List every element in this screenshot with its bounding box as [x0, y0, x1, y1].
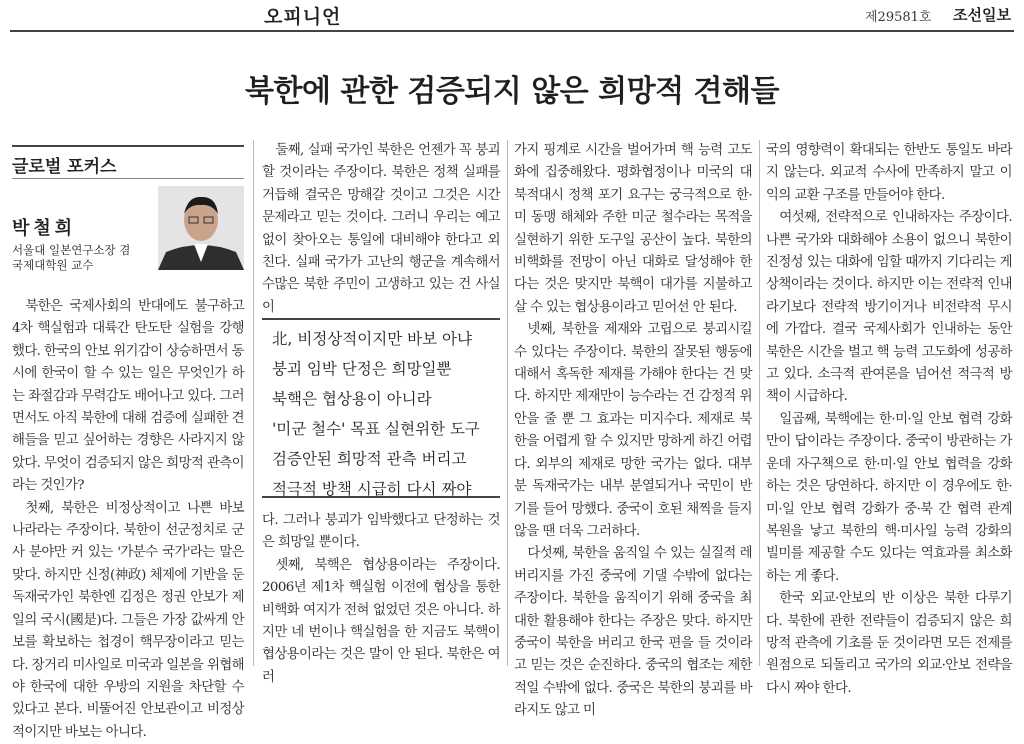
- paragraph: 북한은 국제사회의 반대에도 불구하고 4차 핵실험과 대륙간 탄도탄 실험을 강행했다. 한국의 안보 위기감이 상승하면서 동시에 한국이 할 수 있는 일은 무엇인가 하는 좌절감과 무력감도 배어나고 있다. 그러면서도 아직 북한에 대해 검증에 실패한 견해들을 믿고 싶어하는 경향은 사라지지 않았다. 무엇이 검증되지 않은 희망적 관측이라는 것인가?: [12, 299, 244, 494]
- pull-quote-line: 북핵은 협상용이 아니라: [272, 390, 432, 408]
- column-rule: [12, 145, 244, 147]
- article-column-4: [766, 140, 1012, 696]
- paragraph: 첫째, 북한은 비정상적이고 나쁜 바보 나라라는 주장이다. 북한이 선군정치로 군사 분야만 커 있는 '가분수 국가'라는 말은 맞다. 하지만 신정(神政) 체제에 기반을 둔 독재국가인 북한엔 김정은 정권 안보가 제일의 국시(國是)다. 그들은 가장 값싸게 안보를 확보하는 첩경이 핵무장이라고 믿는다. 장거리 미사일로 미국과 일본을 위협해야 한국에 대한 우방의 지원을 차단할 수 있다고 본다. 비뚤어진 안보관이고 비정상적이지만 바보는 아니다.: [12, 500, 244, 740]
- article-headline: 북한에 관한 검증되지 않은 희망적 견해들: [245, 74, 779, 109]
- pull-quote-line: 北, 비정상적이지만 바보 아냐: [272, 330, 472, 348]
- paragraph: 한국 외교·안보의 반 이상은 북한 다루기다. 북한에 관한 전략들이 검증되지 않은 희망적 관측에 기초를 둔 것이라면 모든 전제를 원점으로 되돌리고 국가의 외교·안보 전략을 다시 짜야 한다.: [766, 591, 1012, 696]
- paragraph: 셋째, 북핵은 협상용이라는 주장이다. 2006년 제1차 핵실험 이전에 협상을 통한 비핵화 여지가 전혀 없었던 것은 아니다. 하지만 네 번이나 핵실험을 한 지금도 북핵이 협상용이라는 것은 말이 안 된다. 북한은 여러: [262, 557, 500, 685]
- column-rule-thin: [12, 178, 244, 179]
- paragraph: 다. 그러나 붕괴가 임박했다고 단정하는 것은 희망일 뿐이다.: [262, 513, 500, 551]
- author-photo: [158, 186, 244, 270]
- page-header: [10, 0, 1014, 32]
- pull-quote-line: 적극적 방책 시급히 다시 짜야: [272, 480, 472, 498]
- author-name: 박철희: [12, 218, 77, 239]
- paragraph: 국의 영향력이 확대되는 한반도 통일도 바라지 않는다. 외교적 수사에 만족하지 말고 이익의 교환 구조를 만들어야 한다.: [766, 143, 1012, 203]
- column-name: 글로벌 포커스: [12, 157, 117, 177]
- author-affiliation: [12, 243, 130, 273]
- issue-number: 제29581호: [865, 10, 932, 25]
- pull-quote: [262, 318, 500, 498]
- paragraph: 일곱째, 북핵에는 한·미·일 안보 협력 강화만이 답이라는 주장이다. 중국이 방관하는 가운데 자구책으로 한·미·일 안보 협력을 강화하는 것은 당연하다. 하지만 이 경우에도 한·미·일 안보 협력 강화가 중·북 간 협력 관계 복원을 낳고 북한의 핵·미사일 능력 강화의 빌미를 제공할 수도 있다는 역효과를 최소화하는 게 좋다.: [766, 411, 1012, 584]
- section-title: 오피니언: [264, 6, 342, 28]
- article-column-2-bottom: [262, 510, 500, 685]
- paragraph: 다섯째, 북한을 움직일 수 있는 실질적 레버리지를 가진 중국에 기댈 수밖에 없다는 주장이다. 북한을 움직이기 위해 중국을 최대한 활용해야 한다는 주장은 맞다. 하지만 중국이 북한을 버리고 한국 편을 들 것이라고 믿는 것은 순진하다. 중국의 협조는 제한적일 수밖에 없다. 중국은 북한의 붕괴를 바라지도 않고 미: [514, 546, 752, 719]
- paragraph: 여섯째, 전략적으로 인내하자는 주장이다. 나쁜 국가와 대화해야 소용이 없으니 북한이 진정성 있는 대화에 임할 때까지 기다리는 게 상책이라는 것이다. 하지만 이는 전략적 인내라기보다 전략적 방기이거나 비전략적 무시에 가깝다. 결국 국제사회가 인내하는 동안 북한은 시간을 벌고 핵 능력 고도화에 성공하고 있다. 소극적 관여론을 넘어선 적극적 방책이 시급하다.: [766, 210, 1012, 405]
- column-divider: [759, 140, 760, 666]
- article-column-1: [12, 296, 244, 740]
- newspaper-name: 조선일보: [953, 6, 1011, 24]
- article-column-2-top: [262, 140, 500, 315]
- pull-quote-line: 검증안된 희망적 관측 버리고: [272, 450, 467, 468]
- article-column-3: [514, 140, 752, 719]
- affiliation-line: 서울대 일본연구소장 겸: [12, 243, 131, 257]
- paragraph: 가지 핑계로 시간을 벌어가며 핵 능력 고도화에 집중해왔다. 평화협정이나 미국의 대북적대시 정책 포기 요구는 궁극적으로 한·미 동맹 해체와 주한 미군 철수라는 목적을 실현하기 위한 도구일 공산이 높다. 북한의 비핵화를 전망이 아닌 대화로 달성해야 한다는 것은 맞지만 북핵이 대가를 지불하고 살 수 있는 협상용이라고 믿어선 안 된다.: [514, 143, 752, 315]
- pull-quote-line: 붕괴 임박 단정은 희망일뿐: [272, 360, 452, 378]
- pull-quote-line: '미군 철수' 목표 실현위한 도구: [272, 420, 480, 438]
- affiliation-line: 국제대학원 교수: [12, 258, 94, 272]
- column-divider: [253, 140, 254, 666]
- paragraph: 넷째, 북한을 제재와 고립으로 붕괴시킬 수 있다는 주장이다. 북한의 잘못된 행동에 대해서 혹독한 제재를 가해야 한다는 건 맞다. 하지만 제재만이 능수라는 건 감정적 위안을 줄 뿐 그 효과는 미지수다. 제재로 북한을 어렵게 할 수 있지만 망하게 하긴 어렵다. 외부의 제재로 망한 국가는 없다. 대부분 독재국가는 내부 분열되거나 국민이 반기를 들어 망했다. 중국이 호된 채찍을 들지 않을 땐 더욱 그러하다.: [514, 322, 752, 539]
- column-divider: [507, 140, 508, 666]
- paragraph: 둘째, 실패 국가인 북한은 언젠가 꼭 붕괴할 것이라는 주장이다. 북한은 정책 실패를 거듭해 결국은 망해갈 것이고 그것은 시간문제라고 믿는 것이다. 그러니 우리는 예고 없이 찾아오는 통일에 대비해야 한다고 외친다. 실패 국가가 고난의 행군을 계속해서 수많은 북한 주민이 고생하고 있는 건 사실이: [262, 143, 500, 315]
